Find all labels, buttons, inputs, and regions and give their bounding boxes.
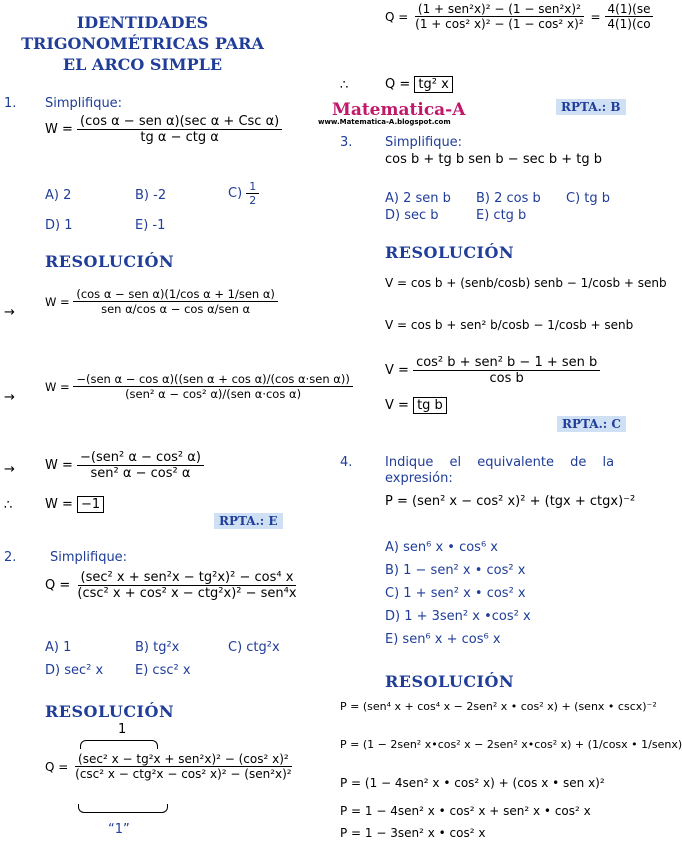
top-eq-num: (1 + sen²x)² − (1 − sen²x)² (415, 2, 584, 17)
p3-option-b: B) 2 cos b (476, 191, 541, 206)
p1-option-c-label: C) (228, 186, 243, 201)
p3-resolution-heading: RESOLUCIÓN (385, 243, 515, 262)
p4-option-b: B) 1 − sen² x • cos² x (385, 563, 526, 578)
p2-step-den: (csc² x − ctg²x − cos² x)² − (sen²x)² (75, 767, 292, 781)
problem-4-expression: P = (sen² x − cos² x)² + (tgx + ctgx)⁻² (385, 494, 636, 509)
p1-option-b: B) -2 (135, 188, 167, 203)
arrow-icon: → (4, 462, 15, 477)
p4-step-4: P = 1 − 4sen² x • cos² x + sen² x • cos² x (340, 804, 591, 818)
p4-step-1: P = (sen⁴ x + cos⁴ x − 2sen² x • cos² x) + (senx • cscx)⁻² (340, 700, 657, 713)
therefore-icon: ∴ (340, 78, 349, 93)
p1-step1-den: sen α/cos α − cos α/sen α (101, 302, 251, 316)
p2-option-c: C) ctg²x (228, 640, 280, 655)
p2-option-a: A) 1 (45, 640, 72, 655)
p2-rpta: RPTA.: B (556, 99, 626, 115)
p1-w-denominator: tg α − ctg α (140, 130, 219, 145)
p3-answer: V = tg b (385, 397, 447, 414)
p1-step-3: W = $\frac{\text{−(sen² α − cos² α)}}{\text{sen² α − cos² α}}$ (45, 450, 204, 481)
p4-step-5: P = 1 − 3sen² x • cos² x (340, 826, 486, 840)
problem-1-number: 1. (4, 96, 17, 111)
problem-2-prompt: Simplifique: (50, 550, 128, 565)
top-eq-right-num: 4(1)(se (605, 2, 654, 17)
problem-3-number: 3. (340, 135, 353, 150)
logo-url: www.Matematica-A.blogspot.com (318, 118, 451, 126)
p1-option-c-num: 1 (246, 180, 259, 194)
problem-3-expression: cos b + tg b sen b − sec b + tg b (385, 152, 603, 167)
p4-resolution-heading: RESOLUCIÓN (385, 672, 515, 691)
title-line-1: IDENTIDADES (76, 13, 209, 32)
p3-step3-den: cos b (489, 371, 524, 386)
p2-brace-bottom-label: “1” (108, 822, 130, 837)
p2-option-d: D) sec² x (45, 663, 104, 678)
p1-step3-num: −(sen² α − cos² α) (77, 450, 204, 466)
p3-answer-box: tg b (413, 397, 447, 414)
p1-option-c-den: 2 (249, 194, 257, 207)
p1-step1-num: (cos α − sen α)(1/cos α + 1/sen α) (73, 287, 278, 302)
problem-4-prompt-line-2: expresión: (385, 471, 453, 486)
underbrace (78, 804, 168, 813)
p3-step-2: V = cos b + sen² b/cosb − 1/cosb + senb (385, 318, 634, 332)
p1-answer: W = −1 (45, 496, 104, 513)
p1-answer-box: −1 (77, 496, 104, 513)
p3-option-e: E) ctg b (476, 208, 527, 223)
page-title (10, 12, 275, 75)
p2-option-b: B) tg²x (135, 640, 180, 655)
top-eq-den: (1 + cos² x)² − (1 − cos² x)² (415, 17, 584, 31)
p3-rpta: RPTA.: C (557, 416, 626, 432)
logo-main-text: Matematica-A (332, 100, 466, 120)
overbrace (80, 740, 158, 749)
p1-option-a: A) 2 (45, 188, 72, 203)
p2-brace-top-label: 1 (118, 722, 127, 737)
p4-option-e: E) sen⁶ x + cos⁶ x (385, 632, 501, 647)
p3-option-a: A) 2 sen b (385, 191, 451, 206)
top-equation: Q = $\frac{\text{(1 + sen²x)² − (1 − sen²x)²}}{\text{(1 + cos² x)² − (1 − cos² x)²}}$ = $\frac{4(1)(se}{4(1)(co}$ (385, 2, 654, 31)
p4-option-d: D) 1 + 3sen² x •cos² x (385, 609, 531, 624)
p2-q-numerator: (sec² x + sen²x − tg²x)² − cos⁴ x (78, 570, 297, 586)
problem-4-number: 4. (340, 455, 353, 470)
p1-option-d: D) 1 (45, 218, 73, 233)
p1-step-1: W = $\frac{\text{(cos α − sen α)(1/cos α + 1/sen α)}}{\text{sen α/cos α − cos α/sen α}}$ (45, 287, 278, 316)
p3-step3-num: cos² b + sen² b − 1 + sen b (413, 355, 600, 371)
p2-final-answer: Q = tg² x (385, 76, 453, 93)
problem-1-prompt: Simplifique: (45, 96, 123, 111)
title-line-3: EL ARCO SIMPLE (62, 55, 223, 74)
p1-step3-den: sen² α − cos² α (90, 466, 191, 481)
p3-option-c: C) tg b (566, 191, 611, 206)
title-line-2: TRIGONOMÉTRICAS PARA (21, 34, 264, 53)
p1-w-numerator: (cos α − sen α)(sec α + Csc α) (77, 114, 282, 130)
p1-step2-den: (sen² α − cos² α)/(sen α·cos α) (125, 387, 302, 401)
p4-option-c: C) 1 + sen² x • cos² x (385, 586, 526, 601)
p2-resolution-heading: RESOLUCIÓN (45, 702, 175, 721)
p2-q-denominator: (csc² x + cos² x − ctg²x)² − sen⁴x (77, 586, 297, 601)
p1-option-e: E) -1 (135, 218, 166, 233)
p1-rpta: RPTA.: E (214, 513, 283, 529)
p1-option-c (228, 180, 259, 207)
p2-step-num: (sec² x − tg²x + sen²x)² − (cos² x)² (75, 752, 292, 767)
p3-option-d: D) sec b (385, 208, 439, 223)
p3-step-1: V = cos b + (senb/cosb) senb − 1/cosb + senb (385, 276, 667, 290)
problem-4-prompt-line-1: Indique el equivalente de la (385, 455, 615, 470)
p4-step-2: P = (1 − 2sen² x•cos² x − 2sen² x•cos² x) + (1/cosx • 1/senx) (340, 738, 682, 751)
problem-1-expression: W = $\frac{\text{(cos α − sen α)(sec α + Csc α)}}{\text{tg α − ctg α}}$ (45, 114, 282, 145)
p2-option-e: E) csc² x (135, 663, 191, 678)
arrow-icon: → (4, 390, 15, 405)
problem-2-expression: Q = $\frac{\text{(sec² x + sen²x − tg²x)² − cos⁴ x}}{\text{(csc² x + cos² x − ctg²x)² − sen⁴x}}$ (45, 570, 300, 601)
p1-step2-num: −(sen α − cos α)((sen α + cos α)/(cos α·sen α)) (73, 372, 352, 387)
therefore-icon: ∴ (4, 498, 13, 513)
top-eq-right-den: 4(1)(co (607, 17, 651, 31)
p4-step-3: P = (1 − 4sen² x • cos² x) + (cos x • sen x)² (340, 776, 605, 790)
p2-step: Q = $\frac{\text{(sec² x − tg²x + sen²x)² − (cos² x)²}}{\text{(csc² x − ctg²x − cos² x)² − (sen²x)²}}$ (45, 752, 295, 781)
p2-answer-box: tg² x (414, 76, 452, 93)
p3-step-3: V = $\frac{\text{cos² b + sen² b − 1 + sen b}}{\text{cos b}}$ (385, 355, 600, 386)
p1-resolution-heading: RESOLUCIÓN (45, 252, 175, 271)
p4-option-a: A) sen⁶ x • cos⁶ x (385, 540, 498, 555)
problem-2-number: 2. (4, 550, 17, 565)
p1-step-2: W = $\frac{\text{−(sen α − cos α)((sen α + cos α)/(cos α·sen α))}}{\text{(sen² α − cos² α)/(sen α·cos α)}}$ (45, 372, 353, 401)
problem-3-prompt: Simplifique: (385, 135, 463, 150)
arrow-icon: → (4, 305, 15, 320)
